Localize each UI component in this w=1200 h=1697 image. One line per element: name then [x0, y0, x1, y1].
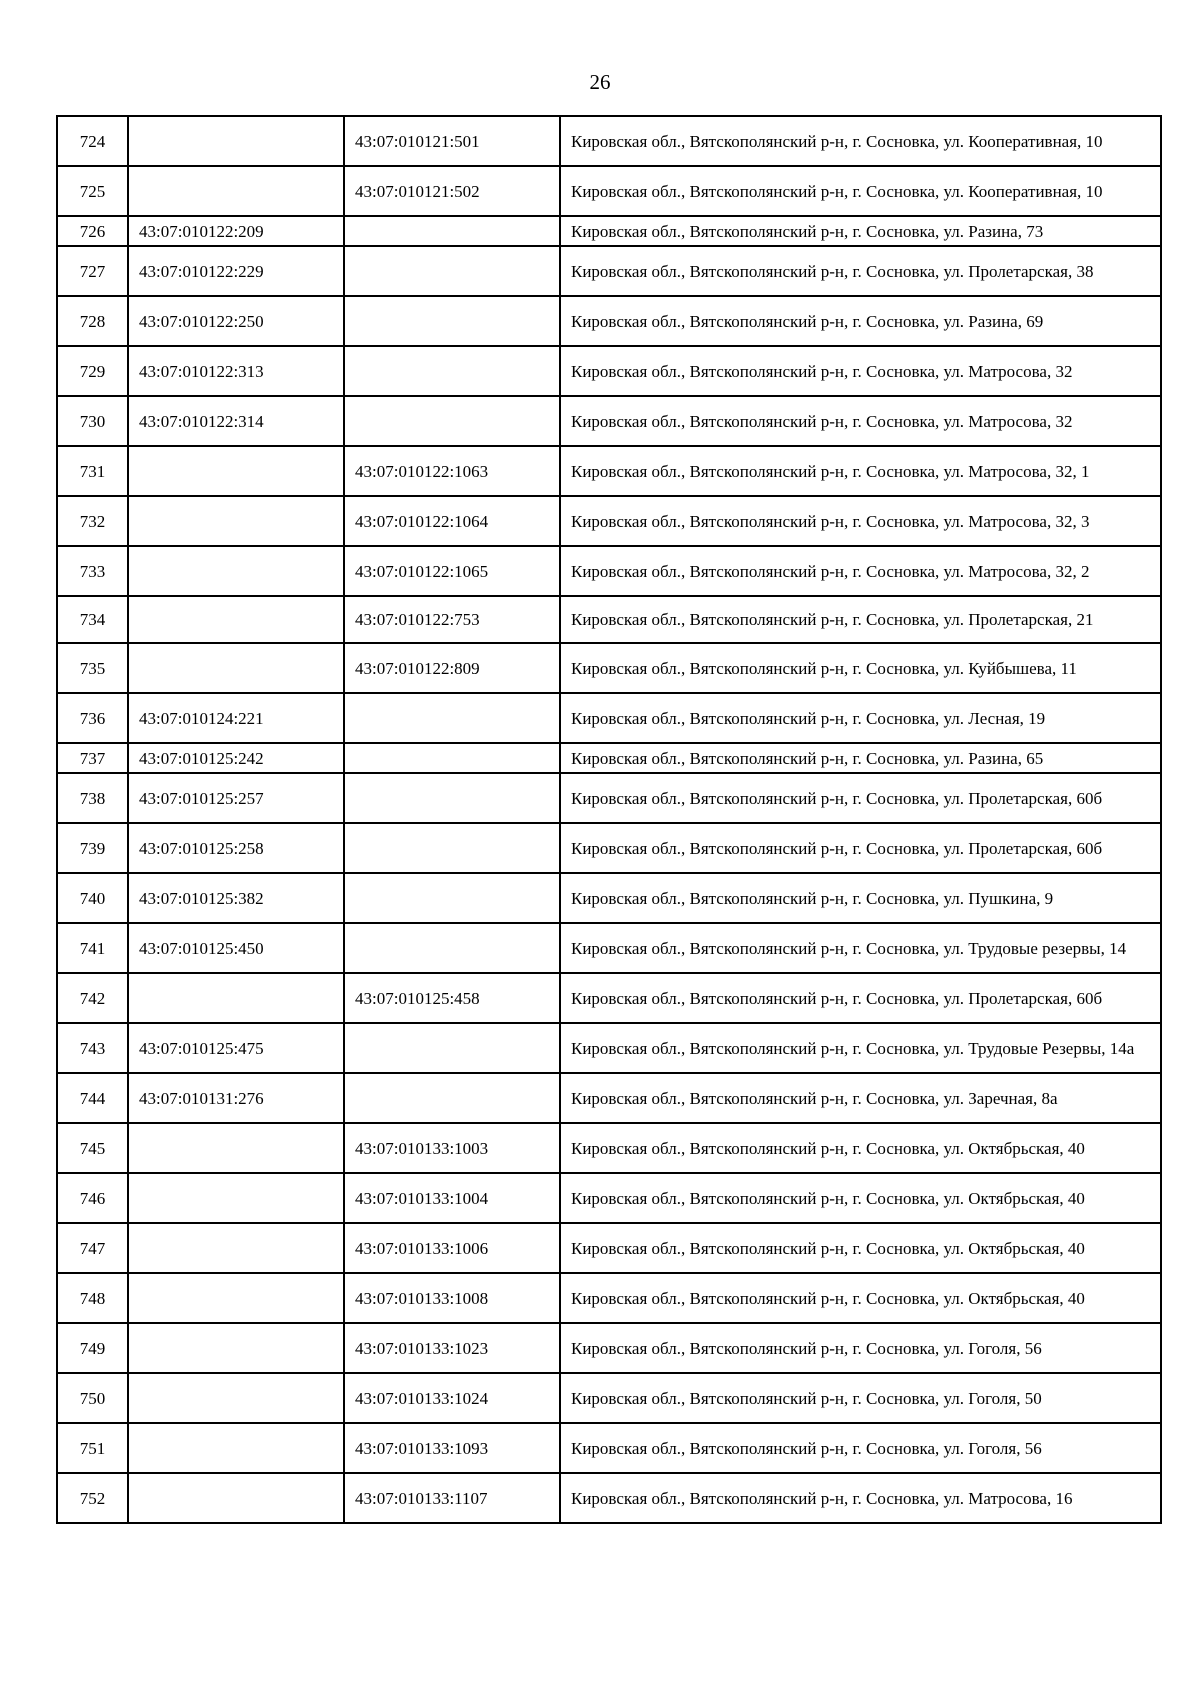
building-cadastral-number-cell: 43:07:010133:1107	[344, 1473, 560, 1523]
address-cell: Кировская обл., Вятскополянский р-н, г. Сосновка, ул. Гоголя, 50	[560, 1373, 1161, 1423]
land-cadastral-number-cell: 43:07:010122:314	[128, 396, 344, 446]
row-number-cell: 733	[57, 546, 128, 596]
table-row	[57, 773, 1161, 823]
address-cell: Кировская обл., Вятскополянский р-н, г. Сосновка, ул. Матросова, 32, 1	[560, 446, 1161, 496]
table-row	[57, 546, 1161, 596]
address-cell: Кировская обл., Вятскополянский р-н, г. Сосновка, ул. Матросова, 32, 2	[560, 546, 1161, 596]
table-row	[57, 216, 1161, 246]
land-cadastral-number-cell	[128, 1223, 344, 1273]
land-cadastral-number-cell: 43:07:010125:382	[128, 873, 344, 923]
table-row	[57, 1073, 1161, 1123]
building-cadastral-number-cell: 43:07:010133:1008	[344, 1273, 560, 1323]
land-cadastral-number-cell	[128, 116, 344, 166]
table-row	[57, 116, 1161, 166]
table-row	[57, 1273, 1161, 1323]
address-cell: Кировская обл., Вятскополянский р-н, г. Сосновка, ул. Кооперативная, 10	[560, 116, 1161, 166]
table-row	[57, 1023, 1161, 1073]
building-cadastral-number-cell: 43:07:010133:1023	[344, 1323, 560, 1373]
land-cadastral-number-cell	[128, 1473, 344, 1523]
table-row	[57, 643, 1161, 693]
address-cell: Кировская обл., Вятскополянский р-н, г. Сосновка, ул. Октябрьская, 40	[560, 1123, 1161, 1173]
land-cadastral-number-cell	[128, 973, 344, 1023]
building-cadastral-number-cell: 43:07:010122:1064	[344, 496, 560, 546]
address-cell: Кировская обл., Вятскополянский р-н, г. Сосновка, ул. Куйбышева, 11	[560, 643, 1161, 693]
building-cadastral-number-cell	[344, 743, 560, 773]
address-cell: Кировская обл., Вятскополянский р-н, г. Сосновка, ул. Трудовые Резервы, 14а	[560, 1023, 1161, 1073]
table-body	[57, 116, 1161, 1523]
address-cell: Кировская обл., Вятскополянский р-н, г. Сосновка, ул. Пролетарская, 60б	[560, 823, 1161, 873]
building-cadastral-number-cell	[344, 246, 560, 296]
building-cadastral-number-cell: 43:07:010121:501	[344, 116, 560, 166]
row-number-cell: 748	[57, 1273, 128, 1323]
land-cadastral-number-cell: 43:07:010122:313	[128, 346, 344, 396]
row-number-cell: 727	[57, 246, 128, 296]
address-cell: Кировская обл., Вятскополянский р-н, г. Сосновка, ул. Пролетарская, 21	[560, 596, 1161, 643]
row-number-cell: 750	[57, 1373, 128, 1423]
table-row	[57, 923, 1161, 973]
row-number-cell: 738	[57, 773, 128, 823]
land-cadastral-number-cell	[128, 1323, 344, 1373]
building-cadastral-number-cell	[344, 923, 560, 973]
address-cell: Кировская обл., Вятскополянский р-н, г. Сосновка, ул. Разина, 73	[560, 216, 1161, 246]
row-number-cell: 746	[57, 1173, 128, 1223]
row-number-cell: 725	[57, 166, 128, 216]
land-cadastral-number-cell: 43:07:010122:209	[128, 216, 344, 246]
table-row	[57, 496, 1161, 546]
row-number-cell: 732	[57, 496, 128, 546]
row-number-cell: 743	[57, 1023, 128, 1073]
land-cadastral-number-cell	[128, 1123, 344, 1173]
building-cadastral-number-cell	[344, 873, 560, 923]
address-cell: Кировская обл., Вятскополянский р-н, г. Сосновка, ул. Гоголя, 56	[560, 1423, 1161, 1473]
table-row	[57, 873, 1161, 923]
row-number-cell: 736	[57, 693, 128, 743]
address-cell: Кировская обл., Вятскополянский р-н, г. Сосновка, ул. Заречная, 8а	[560, 1073, 1161, 1123]
address-cell: Кировская обл., Вятскополянский р-н, г. Сосновка, ул. Октябрьская, 40	[560, 1223, 1161, 1273]
row-number-cell: 749	[57, 1323, 128, 1373]
row-number-cell: 751	[57, 1423, 128, 1473]
table-row	[57, 296, 1161, 346]
table-row	[57, 1423, 1161, 1473]
land-cadastral-number-cell	[128, 1173, 344, 1223]
building-cadastral-number-cell	[344, 693, 560, 743]
building-cadastral-number-cell: 43:07:010133:1006	[344, 1223, 560, 1273]
building-cadastral-number-cell	[344, 773, 560, 823]
row-number-cell: 742	[57, 973, 128, 1023]
address-cell: Кировская обл., Вятскополянский р-н, г. Сосновка, ул. Матросова, 32, 3	[560, 496, 1161, 546]
row-number-cell: 752	[57, 1473, 128, 1523]
building-cadastral-number-cell: 43:07:010122:753	[344, 596, 560, 643]
table-row	[57, 596, 1161, 643]
land-cadastral-number-cell	[128, 446, 344, 496]
registry-table	[56, 115, 1162, 1524]
address-cell: Кировская обл., Вятскополянский р-н, г. Сосновка, ул. Пролетарская, 60б	[560, 973, 1161, 1023]
row-number-cell: 737	[57, 743, 128, 773]
address-cell: Кировская обл., Вятскополянский р-н, г. Сосновка, ул. Разина, 65	[560, 743, 1161, 773]
building-cadastral-number-cell: 43:07:010125:458	[344, 973, 560, 1023]
land-cadastral-number-cell: 43:07:010124:221	[128, 693, 344, 743]
row-number-cell: 741	[57, 923, 128, 973]
row-number-cell: 739	[57, 823, 128, 873]
table-row	[57, 1123, 1161, 1173]
row-number-cell: 724	[57, 116, 128, 166]
table-row	[57, 693, 1161, 743]
table-row	[57, 1473, 1161, 1523]
land-cadastral-number-cell	[128, 596, 344, 643]
address-cell: Кировская обл., Вятскополянский р-н, г. Сосновка, ул. Лесная, 19	[560, 693, 1161, 743]
land-cadastral-number-cell: 43:07:010131:276	[128, 1073, 344, 1123]
building-cadastral-number-cell	[344, 296, 560, 346]
table-row	[57, 1173, 1161, 1223]
table-row	[57, 743, 1161, 773]
land-cadastral-number-cell	[128, 166, 344, 216]
table-row	[57, 823, 1161, 873]
row-number-cell: 731	[57, 446, 128, 496]
page-number: 26	[589, 70, 611, 94]
row-number-cell: 745	[57, 1123, 128, 1173]
address-cell: Кировская обл., Вятскополянский р-н, г. Сосновка, ул. Октябрьская, 40	[560, 1273, 1161, 1323]
land-cadastral-number-cell	[128, 496, 344, 546]
building-cadastral-number-cell: 43:07:010121:502	[344, 166, 560, 216]
building-cadastral-number-cell: 43:07:010122:809	[344, 643, 560, 693]
building-cadastral-number-cell: 43:07:010122:1065	[344, 546, 560, 596]
row-number-cell: 726	[57, 216, 128, 246]
land-cadastral-number-cell	[128, 1373, 344, 1423]
building-cadastral-number-cell: 43:07:010133:1093	[344, 1423, 560, 1473]
address-cell: Кировская обл., Вятскополянский р-н, г. Сосновка, ул. Гоголя, 56	[560, 1323, 1161, 1373]
table-row	[57, 346, 1161, 396]
building-cadastral-number-cell	[344, 823, 560, 873]
row-number-cell: 729	[57, 346, 128, 396]
building-cadastral-number-cell: 43:07:010133:1003	[344, 1123, 560, 1173]
address-cell: Кировская обл., Вятскополянский р-н, г. Сосновка, ул. Матросова, 16	[560, 1473, 1161, 1523]
land-cadastral-number-cell	[128, 1273, 344, 1323]
row-number-cell: 734	[57, 596, 128, 643]
address-cell: Кировская обл., Вятскополянский р-н, г. Сосновка, ул. Матросова, 32	[560, 346, 1161, 396]
building-cadastral-number-cell	[344, 396, 560, 446]
address-cell: Кировская обл., Вятскополянский р-н, г. Сосновка, ул. Трудовые резервы, 14	[560, 923, 1161, 973]
address-cell: Кировская обл., Вятскополянский р-н, г. Сосновка, ул. Кооперативная, 10	[560, 166, 1161, 216]
land-cadastral-number-cell: 43:07:010125:450	[128, 923, 344, 973]
land-cadastral-number-cell: 43:07:010125:258	[128, 823, 344, 873]
building-cadastral-number-cell	[344, 1073, 560, 1123]
address-cell: Кировская обл., Вятскополянский р-н, г. Сосновка, ул. Матросова, 32	[560, 396, 1161, 446]
building-cadastral-number-cell	[344, 1023, 560, 1073]
building-cadastral-number-cell	[344, 216, 560, 246]
land-cadastral-number-cell: 43:07:010125:475	[128, 1023, 344, 1073]
table-row	[57, 1323, 1161, 1373]
land-cadastral-number-cell	[128, 643, 344, 693]
table-row	[57, 973, 1161, 1023]
building-cadastral-number-cell: 43:07:010133:1024	[344, 1373, 560, 1423]
table-row	[57, 1223, 1161, 1273]
address-cell: Кировская обл., Вятскополянский р-н, г. Сосновка, ул. Пушкина, 9	[560, 873, 1161, 923]
address-cell: Кировская обл., Вятскополянский р-н, г. Сосновка, ул. Октябрьская, 40	[560, 1173, 1161, 1223]
table-row	[57, 446, 1161, 496]
land-cadastral-number-cell: 43:07:010125:257	[128, 773, 344, 823]
row-number-cell: 735	[57, 643, 128, 693]
building-cadastral-number-cell: 43:07:010122:1063	[344, 446, 560, 496]
row-number-cell: 740	[57, 873, 128, 923]
row-number-cell: 744	[57, 1073, 128, 1123]
address-cell: Кировская обл., Вятскополянский р-н, г. Сосновка, ул. Пролетарская, 60б	[560, 773, 1161, 823]
table-row	[57, 246, 1161, 296]
table-row	[57, 1373, 1161, 1423]
land-cadastral-number-cell: 43:07:010125:242	[128, 743, 344, 773]
address-cell: Кировская обл., Вятскополянский р-н, г. Сосновка, ул. Пролетарская, 38	[560, 246, 1161, 296]
building-cadastral-number-cell: 43:07:010133:1004	[344, 1173, 560, 1223]
row-number-cell: 747	[57, 1223, 128, 1273]
address-cell: Кировская обл., Вятскополянский р-н, г. Сосновка, ул. Разина, 69	[560, 296, 1161, 346]
table-row	[57, 396, 1161, 446]
land-cadastral-number-cell: 43:07:010122:250	[128, 296, 344, 346]
land-cadastral-number-cell: 43:07:010122:229	[128, 246, 344, 296]
table-row	[57, 166, 1161, 216]
building-cadastral-number-cell	[344, 346, 560, 396]
row-number-cell: 730	[57, 396, 128, 446]
land-cadastral-number-cell	[128, 1423, 344, 1473]
land-cadastral-number-cell	[128, 546, 344, 596]
row-number-cell: 728	[57, 296, 128, 346]
